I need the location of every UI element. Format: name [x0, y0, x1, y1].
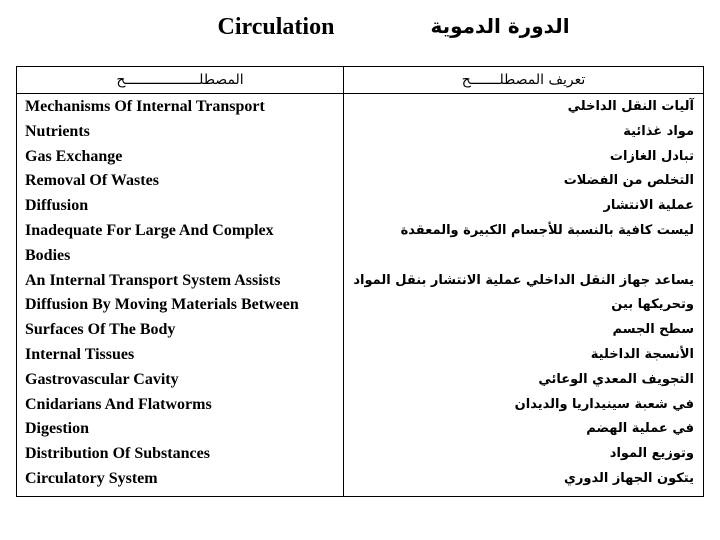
title-english: Circulation [217, 14, 335, 40]
glossary-table [16, 66, 704, 497]
term-english: Internal Tissues [25, 345, 135, 363]
term-english: Cnidarians And Flatworms [25, 395, 212, 413]
term-arabic: وتحريكها بين [611, 297, 694, 313]
terms-arabic-list [345, 95, 702, 492]
term-english: Mechanisms Of Internal Transport [25, 98, 265, 115]
term-english: Nutrients [25, 122, 90, 140]
title-arabic: الدورة الدموية [430, 14, 570, 38]
term-english: Removal Of Wastes [25, 172, 159, 190]
term-arabic: في عملية الهضم [586, 421, 694, 437]
term-english: Digestion [25, 420, 89, 438]
term-arabic: يتكون الجهاز الدوري [563, 470, 694, 486]
term-arabic: الأنسجة الداخلية [590, 346, 694, 362]
terms-arabic-cell [344, 94, 704, 497]
term-english: Diffusion [25, 197, 89, 215]
term-arabic: ليست كافية بالنسبة للأجسام الكبيرة والمعقدة [400, 222, 694, 238]
terms-english-list [18, 95, 342, 492]
term-english: Surfaces Of The Body [25, 321, 176, 339]
term-english: Gas Exchange [25, 147, 123, 165]
term-arabic [345, 244, 702, 269]
term-english: Gastrovascular Cavity [25, 370, 179, 388]
header-term: المصطلــــــــــــــــــح [17, 67, 344, 94]
term-arabic: التخلص من الفضلات [563, 173, 694, 189]
term-arabic: يساعد جهاز النقل الداخلي عملية الانتشار بنقل المواد [353, 272, 694, 288]
term-arabic: وتوزيع المواد [609, 446, 694, 462]
term-arabic: في شعبة سينيداريا والديدان [514, 396, 694, 412]
term-english: Circulatory System [25, 469, 158, 487]
term-arabic: مواد غذائية [623, 123, 694, 139]
term-english: Inadequate For Large And Complex [25, 221, 274, 239]
term-arabic: عملية الانتشار [603, 198, 694, 214]
term-english: Diffusion By Moving Materials Between [25, 296, 299, 314]
term-arabic: سطح الجسم [612, 322, 694, 338]
term-english: Distribution Of Substances [25, 445, 210, 463]
term-english: Bodies [25, 246, 71, 264]
term-arabic: آليات النقل الداخلي [567, 99, 694, 114]
header-definition: تعريف المصطلـــــــح [344, 67, 704, 94]
terms-english-cell [17, 94, 344, 497]
term-arabic: التجويف المعدي الوعائي [538, 371, 694, 387]
term-english: An Internal Transport System Assists [25, 271, 281, 289]
term-arabic: تبادل الغازات [609, 148, 694, 164]
